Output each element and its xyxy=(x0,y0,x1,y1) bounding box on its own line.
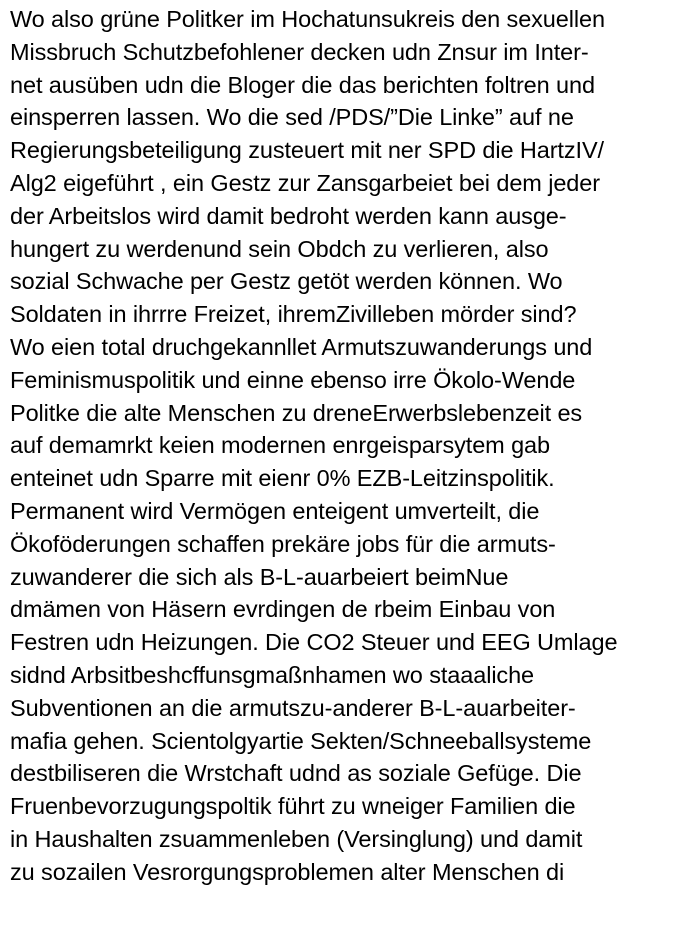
text-line-1: Wo also grüne Politker im Hochatunsukreis den sexuellen xyxy=(10,6,605,32)
text-line-15: enteinet udn Sparre mit eienr 0% EZB-Leitzinspolitik. xyxy=(10,465,555,492)
text-line-10: Soldaten in ihrrre Freizet, ihremZivilleben mörder sind? xyxy=(10,301,577,328)
text-line-22: Subventionen an die armutszu-anderer B-L-auarbeiter- xyxy=(10,694,576,721)
text-line-5: Regierungsbeteiligung zusteuert mit ner SPD die HartzIV/ xyxy=(10,137,604,164)
text-line-2: Missbruch Schutzbefohlener decken udn Znsur im Inter- xyxy=(10,38,589,65)
text-line-20: Festren udn Heizungen. Die CO2 Steuer und EEG Umlage xyxy=(10,629,618,656)
text-line-8: hungert zu werdenund sein Obdch zu verlieren, also xyxy=(10,235,549,262)
text-line-25: Fruenbevorzugungspoltik führt zu wneiger Familien die xyxy=(10,793,576,820)
text-line-13: Politke die alte Menschen zu dreneErwerbslebenzeit es xyxy=(10,399,583,426)
text-line-21: sidnd Arbsitbeshcffunsgmaßnhamen wo staaaliche xyxy=(10,661,535,688)
text-line-26: in Haushalten zsuammenleben (Versinglung) und damit xyxy=(10,825,583,852)
text-line-16: Permanent wird Vermögen enteigent umverteilt, die xyxy=(10,497,540,524)
text-line-23: mafia gehen. Scientolgyartie Sekten/Schneeballsysteme xyxy=(10,727,592,754)
body-text xyxy=(10,3,680,889)
text-line-7: der Arbeitslos wird damit bedroht werden kann ausge- xyxy=(10,202,567,229)
text-line-11: Wo eien total druchgekannllet Armutszuwanderungs und xyxy=(10,333,593,360)
text-line-4: einsperren lassen. Wo die sed /PDS/”Die Linke” auf ne xyxy=(10,104,574,131)
text-line-14: auf demamrkt keien modernen enrgeisparsytem gab xyxy=(10,432,551,459)
text-line-9: sozial Schwache per Gestz getöt werden können. Wo xyxy=(10,268,563,295)
text-line-17: Ökoföderungen schaffen prekäre jobs für die armuts- xyxy=(10,530,556,557)
text-line-6: Alg2 eigeführt , ein Gestz zur Zansgarbeiet bei dem jeder xyxy=(10,169,600,196)
text-line-12: Feminismuspolitik und einne ebenso irre Ökolo-Wende xyxy=(10,366,576,393)
text-line-24: destbiliseren die Wrstchaft udnd as soziale Gefüge. Die xyxy=(10,760,582,787)
text-line-3: net ausüben udn die Bloger die das berichten foltren und xyxy=(10,71,595,98)
text-line-18: zuwanderer die sich als B-L-auarbeiert beimNue xyxy=(10,563,509,590)
text-line-19: dmämen von Häsern evrdingen de rbeim Einbau von xyxy=(10,596,556,623)
text-line-27: zu sozailen Vesrorgungsproblemen alter Menschen di xyxy=(10,858,565,885)
